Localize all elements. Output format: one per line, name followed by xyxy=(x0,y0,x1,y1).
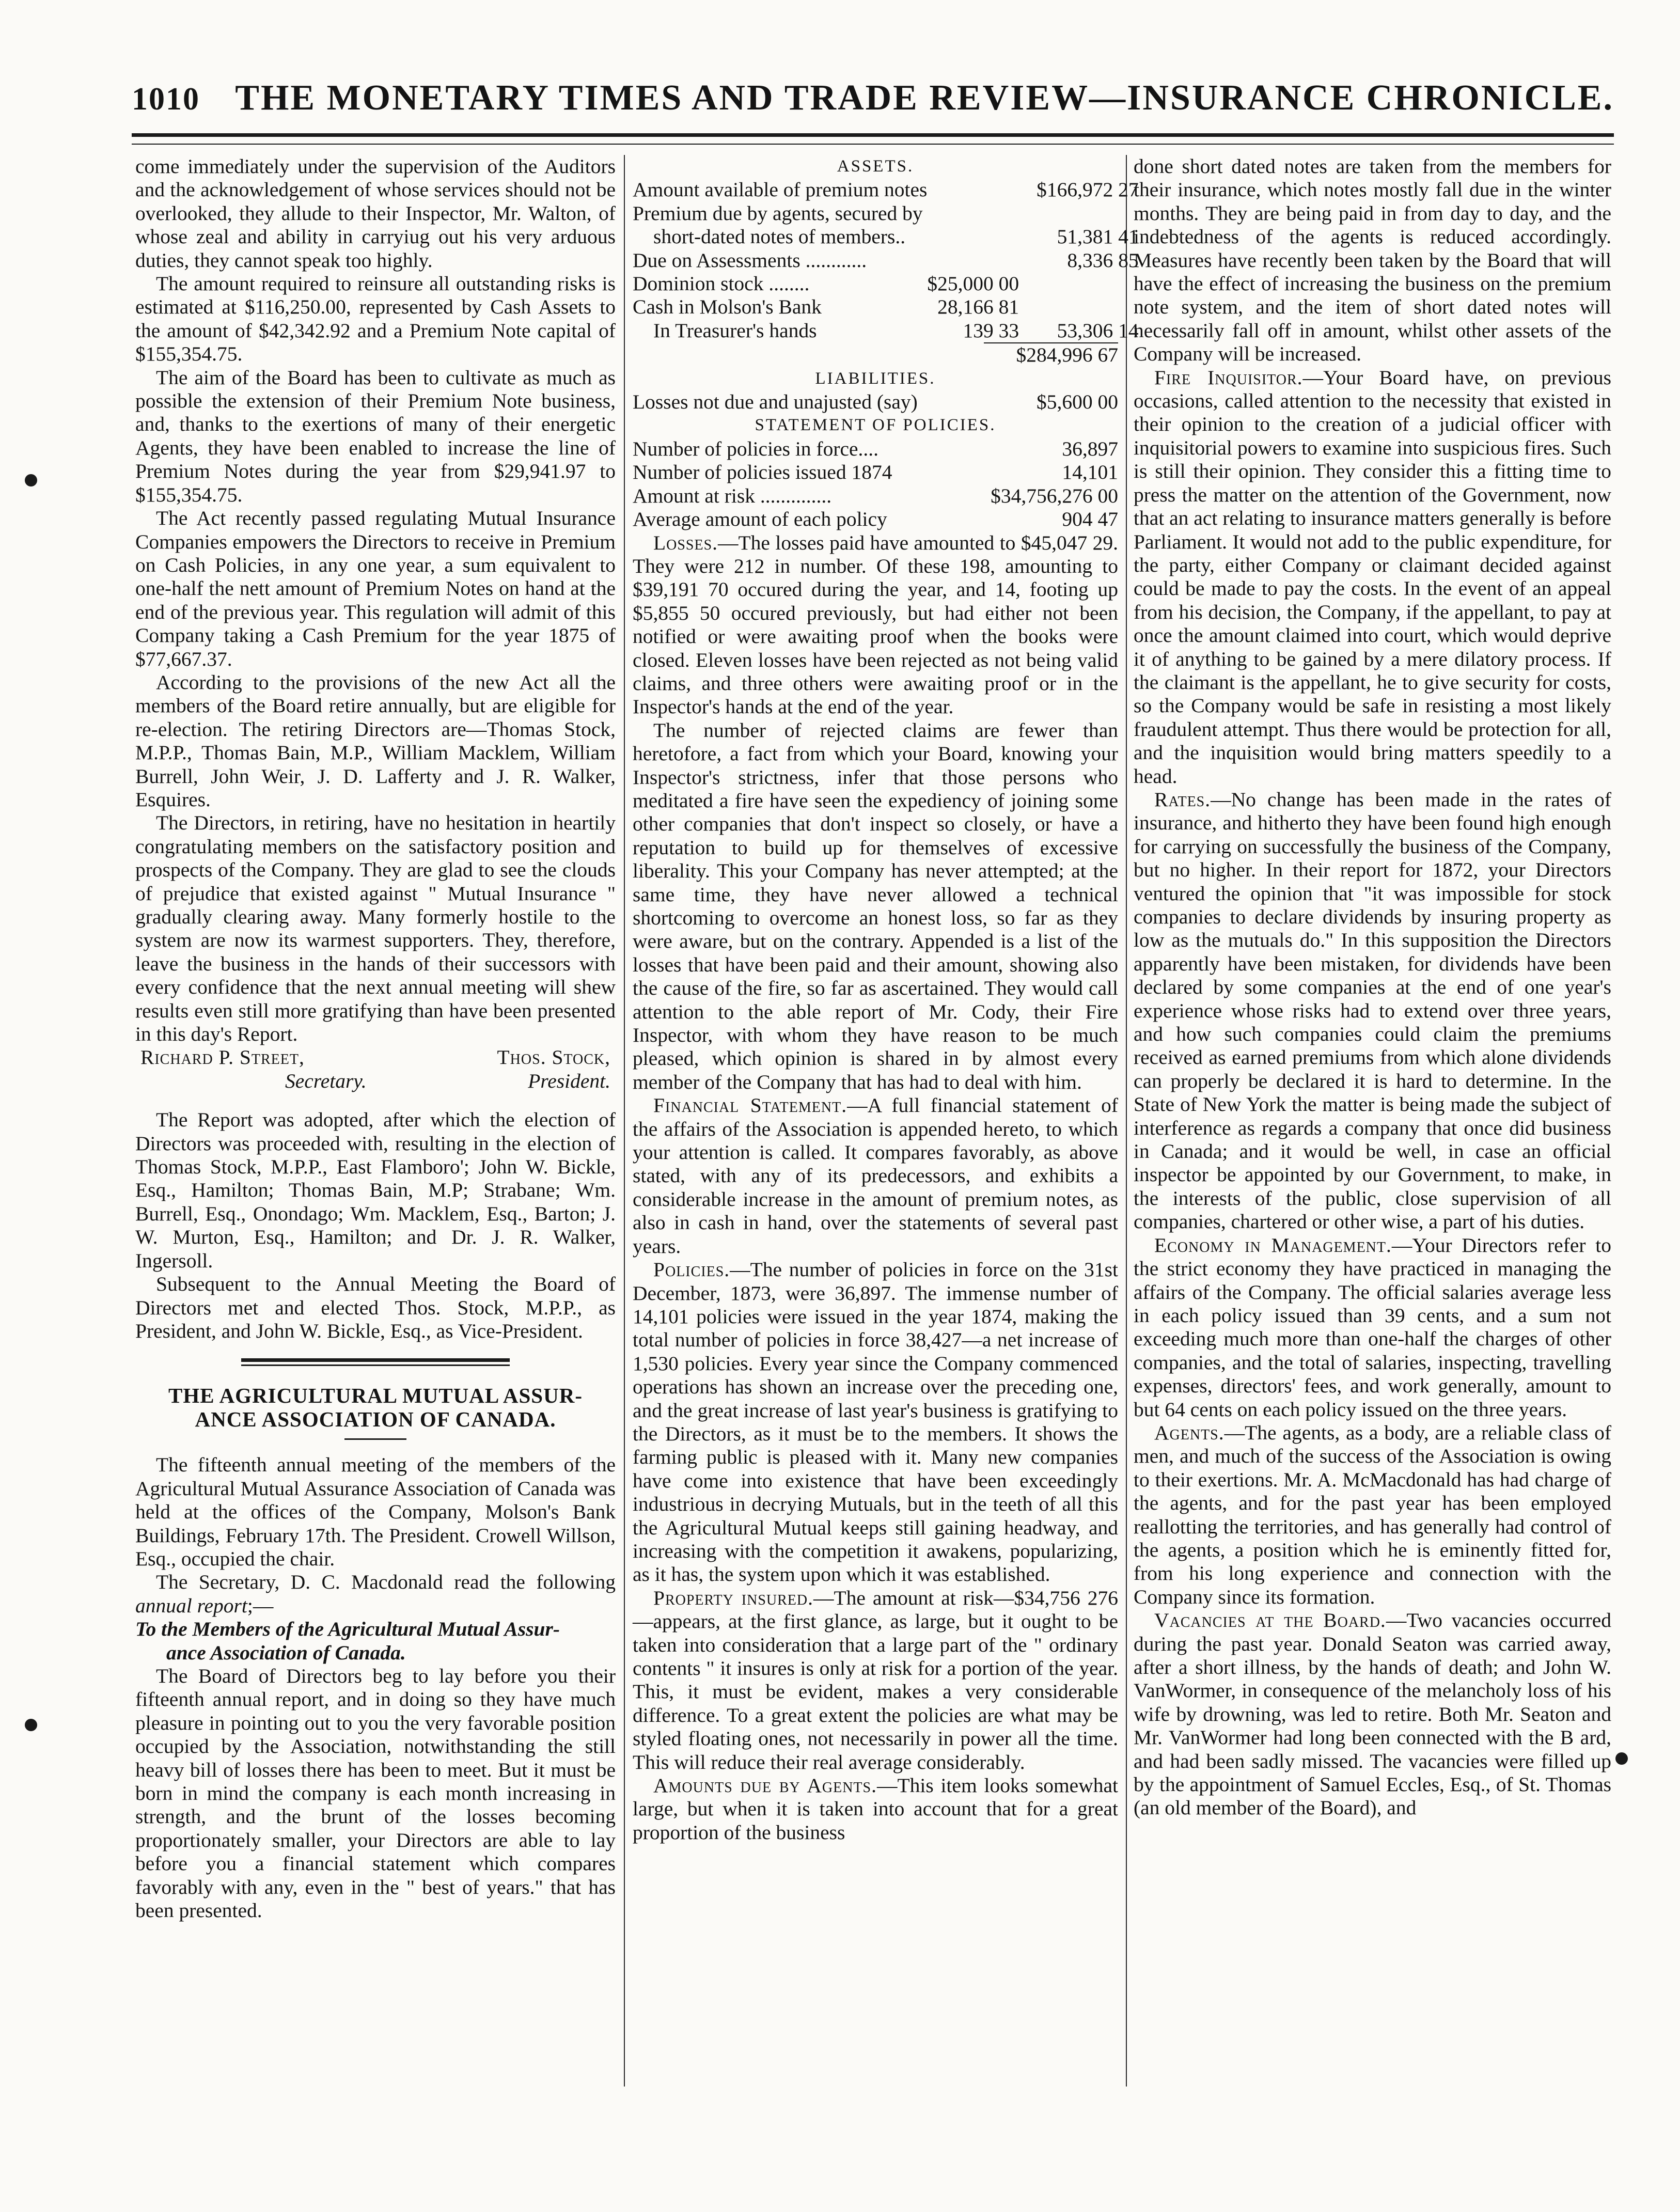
text: —The losses paid have amounted to $45,047 29. They were 212 in number. Of these 198, amounting to $39,191 70 occured during the year, and 14, footing up $5,855 50 occured previously, but had either not been notified or were awaiting proof when the books were closed. Eleven losses have been rejected as not being valid claims, and three others were awaiting proof or in the Inspector's hands at the end of the year. xyxy=(633,531,1118,718)
column-1 xyxy=(135,155,616,2087)
asset-amount: 51,381 41 xyxy=(1057,225,1139,248)
text: —Two vacancies occurred during the past year. Donald Seaton was carried away, after a short illness, by the hands of death; and John W. VanWormer, in consequence of the melancholy loss of his wife by drowning, was led to retire. Both Mr. Seaton and Mr. VanWormer had long been connected with the B ard, and had been sadly missed. The vacancies were filled up by the appointment of Samuel Eccles, Esq., of St. Thomas (an old member of the Board), and xyxy=(1134,1609,1611,1819)
text: ;— xyxy=(247,1594,274,1617)
page-header xyxy=(132,77,1614,134)
run-in-heading: Amounts due by Agents. xyxy=(653,1774,877,1797)
asset-subamount: $25,000 00 xyxy=(927,272,1019,295)
header-rule-thick xyxy=(132,133,1614,137)
asset-label: Cash in Molson's Bank xyxy=(633,295,822,319)
policy-amount: 14,101 xyxy=(1062,461,1118,484)
assets-heading: ASSETS. xyxy=(837,157,914,176)
paragraph xyxy=(633,1258,1118,1587)
paragraph: The Directors, in retiring, have no hesitation in heartily congratulating members on the satisfactory position and prospects of the Company. They are glad to see the clouds of prejudice that existed against " Mutual Insurance " gradually clearing away. Many formerly hostile to the system are now its warmest supporters. They, therefore, leave the business in the hands of their successors with every confidence that the next annual meeting will shew results even still more gratifying than have been presented in this day's Report. xyxy=(135,811,616,1046)
section-divider xyxy=(241,1358,510,1366)
liabilities-heading: LIABILITIES. xyxy=(815,369,936,388)
table-row xyxy=(633,249,1139,272)
asset-subamount xyxy=(927,178,1037,201)
run-in-heading: Policies. xyxy=(653,1258,730,1281)
short-divider xyxy=(344,1438,406,1440)
spacer xyxy=(135,1093,616,1108)
asset-label: Dominion stock ........ xyxy=(633,272,810,295)
paragraph xyxy=(633,1774,1118,1844)
column-3 xyxy=(1134,155,1611,2087)
signature-titles xyxy=(135,1070,616,1093)
policy-label: Number of policies in force.... xyxy=(633,437,879,460)
asset-subamount xyxy=(927,225,1037,248)
table-row xyxy=(633,319,1139,342)
policy-amount: 36,897 xyxy=(1062,437,1118,460)
policy-label: Average amount of each policy xyxy=(633,508,887,531)
run-in-heading: Vacancies at the Board. xyxy=(1154,1609,1386,1632)
asset-label: In Treasurer's hands xyxy=(653,319,817,342)
paragraph xyxy=(1134,1609,1611,1820)
asset-subamount xyxy=(927,202,1037,225)
text: —This item looks somewhat large, but when it is taken into account that for a great proportion of the business xyxy=(633,1774,1118,1844)
italic-text: annual report xyxy=(135,1594,247,1617)
president-name: Thos. Stock, xyxy=(497,1046,610,1069)
paragraph xyxy=(633,1094,1118,1258)
asset-label: Premium due by agents, secured by xyxy=(633,201,923,225)
table-row xyxy=(633,272,1139,295)
asset-label: Amount available of premium notes xyxy=(633,178,928,201)
table-row xyxy=(633,484,1118,508)
paragraph: The aim of the Board has been to cultivate as much as possible the extension of their Premium Note business, and, thanks to the exertions of many of their energetic Agents, they have been enabled to increase the line of Premium Notes during the year from $29,941.97 to $155,354.75. xyxy=(135,366,616,506)
run-in-heading: Economy in Management. xyxy=(1154,1233,1392,1257)
asset-subamount: 139 33 xyxy=(963,319,1019,342)
table-row xyxy=(633,390,1118,414)
text: —Your Board have, on previous occasions, called attention to the necessity that existed in their opinion to the creation of a judicial officer with inquisitorial powers to examine into suspicious fires. Such is still their opinion. They consider this a fitting time to press the matter on the attention of the Government, now that an act relating to insurance matters generally is before Parliament. It would not add to the public expenditure, for the party, either Company or claimant decided against could be made to pay the costs. In the event of an appeal from his decision, the Company, if the appellant, to pay at once the amount claimed into court, which would deprive it of anything to be gained by a mere dilatory process. If the claimant is the appellant, he to give security for costs, so the Company would be safe in resisting a most likely fraudulent attempt. Thus there would be protection for all, and the inquisition would bring matters speedily to a head. xyxy=(1134,366,1612,788)
paragraph xyxy=(1134,1421,1611,1609)
paragraph xyxy=(633,1587,1118,1774)
policy-amount: $34,756,276 00 xyxy=(991,484,1118,507)
table-row xyxy=(633,202,1139,225)
liabilities-amount: $5,600 00 xyxy=(1037,390,1118,414)
run-in-heading: Financial Statement. xyxy=(653,1094,847,1117)
report-address xyxy=(135,1618,616,1665)
policy-label: Amount at risk .............. xyxy=(633,484,832,507)
paragraph xyxy=(1134,366,1611,788)
run-in-heading: Losses. xyxy=(653,531,718,554)
address-line-1: To the Members of the Agricultural Mutual Assur- xyxy=(135,1618,560,1641)
asset-subamount: 28,166 81 xyxy=(937,295,1019,319)
run-in-heading: Rates. xyxy=(1154,788,1211,811)
policies-heading: STATEMENT OF POLICIES. xyxy=(755,416,996,435)
text: —A full financial statement of the affairs of the Association is appended hereto, to which your attention is called. It compares favorably, as above stated, with any of its predecessors, and exhibits a considerable increase in the amount of premium notes, as also in cash in hand, over the statements of several past years. xyxy=(633,1094,1118,1258)
paragraph: According to the provisions of the new Act all the members of the Board retire annually, but are eligible for re-election. The retiring Directors are—Thomas Stock, M.P.P., Thomas Bain, M.P., William Macklem, William Burrell, John Weir, J. D. Lafferty and J. R. Walker, Esquires. xyxy=(135,670,616,811)
column-divider-1 xyxy=(624,155,625,2087)
column-2 xyxy=(633,155,1139,2087)
text: —The agents, as a body, are a reliable class of men, and much of the success of the Association is owing to their exertions. Mr. A. McMacdonald has had charge of the agents, and for the past year has been employed reallotting the territories, and has generally had control of the agents, a position which he is eminently fitted for, from his long experience and connection with the Company since its formation. xyxy=(1134,1421,1611,1608)
asset-amount xyxy=(1037,272,1139,295)
page-number: 1010 xyxy=(132,82,200,117)
text: —The number of policies in force on the 31st December, 1873, were 36,897. The immense number of 14,101 policies were issued in the year 1874, making the total number of policies in force 38,427—a net increase of 1,530 policies. Every year since the Company commenced operations has shown an increase over the preceding one, and the great increase of last year's business is gratifying to the Directors, as it must be to the members. It shows the farming public is pleased with it. Many new companies have come into existence that have been exceedingly industrious in decrying Mutuals, but in the teeth of all this the Agricultural Mutual keeps still gaining headway, and increasing with the competition it awakens, popularizing, as it has, the system upon which it was established. xyxy=(633,1258,1118,1586)
secretary-title: Secretary. xyxy=(285,1069,367,1092)
assets-table xyxy=(633,178,1139,342)
text: —No change has been made in the rates of insurance, and hitherto they have been found high enough for carrying on successfully the business of the Company, but no higher. In their report for 1872, your Directors ventured the opinion that "it was impossible for stock companies to declare dividends by insuring property as low as the mutuals do." In this supposition the Directors apparently have been mistaken, for dividends have been declared by some companies at the end of one year's experience whose risks had to extend over three years, and how such companies could claim the premiums received as earned premiums from which alone dividends can properly be declared it is hard to determine. In the State of New York the matter is being made the subject of interference as regards a company that once did business in Canada; and it would be well, in case an official inspector be appointed by our Government, to make, in the interests of the public, close supervision of all companies, chartered or other wise, a part of his duties. xyxy=(1134,788,1611,1233)
paragraph: The Report was adopted, after which the election of Directors was proceeded with, resulting in the election of Thomas Stock, M.P.P., East Flamboro'; John W. Bickle, Esq., Hamilton; Thomas Bain, M.P; Strabane; Wm. Burrell, Esq., Onondago; Wm. Macklem, Esq., Barton; J. W. Murton, Esq., Hamilton; and Dr. J. R. Walker, Ingersoll. xyxy=(135,1108,616,1272)
paragraph: come immediately under the supervision of the Auditors and the acknowledgement of whose services should not be overlooked, they allude to their Inspector, Mr. Walton, of whose zeal and ability in carryiug out his very arduous duties, they cannot speak too highly. xyxy=(135,155,616,272)
table-row xyxy=(633,178,1139,201)
asset-label: Due on Assessments ............ xyxy=(633,248,867,272)
policy-amount: 904 47 xyxy=(1062,508,1118,531)
run-in-heading: Agents. xyxy=(1154,1421,1224,1444)
table-row xyxy=(633,461,1118,484)
paragraph: The Act recently passed regulating Mutual Insurance Companies empowers the Directors to receive in Premium on Cash Policies, in any one year, a sum equivalent to one-half the nett amount of Premium Notes on hand at the end of the previous year. This regulation will admit of this Company taking a Cash Premium for the year 1875 of $77,667.37. xyxy=(135,507,616,670)
header-rule-thin xyxy=(132,144,1614,145)
paragraph xyxy=(1134,1234,1611,1421)
scan-speck xyxy=(25,1719,37,1731)
liabilities-table xyxy=(633,390,1118,414)
asset-amount xyxy=(1037,202,1139,225)
paragraph: The number of rejected claims are fewer than heretofore, a fact from which your Board, knowing your Inspector's strictness, infer that those persons who meditated a fire have seen the expediency of joining some other companies that don't inspect so closely, or have a reputation to build up for themselves of excessive liberality. This your Company has never attempted; at the same time, they have never allowed a technical shortcoming to overcome an honest loss, so far as they were aware, but on the contrary. Appended is a list of the losses that have been paid and their amount, showing also the cause of the fire, so far as ascertained. They would call attention to the able report of Mr. Cody, their Fire Inspector, with whom they have reason to be much pleased, which opinion is shared in by almost every member of the Company that has had to deal with him. xyxy=(633,718,1118,1093)
table-row xyxy=(633,437,1118,461)
paragraph xyxy=(1134,788,1611,1234)
text: —Your Directors refer to the strict economy they have practiced in managing the affairs of the Company. The official salaries average less in each policy issued than 39 cents, and a sum not exceeding much more than one-half the charges of other companies, and the total of salaries, inspecting, travelling expenses, directors' fees, and work generally, amount to but 64 cents on each policy issued on the three years. xyxy=(1134,1233,1611,1421)
policy-label: Number of policies issued 1874 xyxy=(633,461,892,484)
paragraph: The amount required to reinsure all outstanding risks is estimated at $116,250.00, represented by Cash Assets to the amount of $42,342.92 and a Premium Note capital of $155,354.75. xyxy=(135,272,616,366)
address-line-2: ance Association of Canada. xyxy=(166,1641,406,1664)
asset-amount: $166,972 27 xyxy=(1037,178,1139,201)
asset-amount: 8,336 85 xyxy=(1067,248,1139,272)
signature-names xyxy=(135,1046,616,1069)
liabilities-label: Losses not due and unajusted (say) xyxy=(633,390,918,414)
policies-table xyxy=(633,437,1118,531)
table-row xyxy=(633,295,1139,319)
paragraph xyxy=(135,1571,616,1618)
run-in-heading: Fire Inquisitor. xyxy=(1154,366,1303,389)
masthead: THE MONETARY TIMES AND TRADE REVIEW—INSURANCE CHRONICLE. xyxy=(235,78,1614,118)
table-row xyxy=(633,508,1118,531)
text: —The amount at risk—$34,756 276—appears, at the first glance, as large, but it ought to be taken into consideration that a large part of the " ordinary contents " it insures is only at risk for a portion of the year. This, it must be evident, makes a very considerable difference. To a great extent the policies are what may be styled floating ones, not necessarily in power all the time. This will reduce their real average considerably. xyxy=(633,1586,1118,1774)
paragraph: Subsequent to the Annual Meeting the Board of Directors met and elected Thos. Stock, M.P.P., as President, and John W. Bickle, Esq., as Vice-President. xyxy=(135,1273,616,1342)
assets-total: $284,996 67 xyxy=(1016,343,1118,367)
paragraph: done short dated notes are taken from the members for their insurance, which notes mostly fall due in the winter months. They are being paid in from day to day, and the indebtedness of the agents is reduced accordingly. Measures have recently been taken by the Board that will have the effect of increasing the business on the premium note system, and the item of short dated notes will necessarily fall off in amount, whilst other assets of the Company will be increased. xyxy=(1134,155,1611,366)
secretary-name: Richard P. Street, xyxy=(140,1046,305,1069)
run-in-heading: Property insured. xyxy=(653,1586,813,1609)
table-row xyxy=(633,225,1139,248)
president-title: President. xyxy=(528,1069,610,1092)
asset-subamount xyxy=(927,249,1037,272)
asset-label: short-dated notes of members.. xyxy=(653,225,906,248)
scan-speck xyxy=(1615,1752,1628,1765)
article-title xyxy=(135,1384,616,1431)
asset-amount: 53,306 14 xyxy=(1057,319,1139,342)
text: The Secretary, D. C. Macdonald read the following xyxy=(156,1571,616,1594)
column-divider-2 xyxy=(1126,155,1127,2087)
paragraph: The fifteenth annual meeting of the members of the Agricultural Mutual Assurance Association of Canada was held at the offices of the Company, Molson's Bank Buildings, February 17th. The President. Crowell Willson, Esq., occupied the chair. xyxy=(135,1453,616,1570)
scan-speck xyxy=(25,474,37,487)
paragraph: The Board of Directors beg to lay before you their fifteenth annual report, and in doing so they have much pleasure in pointing out to you the very favorable position occupied by the Association, notwithstanding the still heavy bill of losses there has been to meet. But it must be born in mind the company is each month increasing in strength, and the brunt of the losses becoming proportionately smaller, your Directors are able to lay before you a financial statement which compares favorably with any, even in the " best of years." that has been presented. xyxy=(135,1664,616,1922)
article-title-line-1: THE AGRICULTURAL MUTUAL ASSUR- xyxy=(168,1384,583,1408)
paragraph xyxy=(633,531,1118,719)
article-title-line-2: ANCE ASSOCIATION OF CANADA. xyxy=(195,1407,556,1432)
asset-amount xyxy=(1037,295,1139,319)
